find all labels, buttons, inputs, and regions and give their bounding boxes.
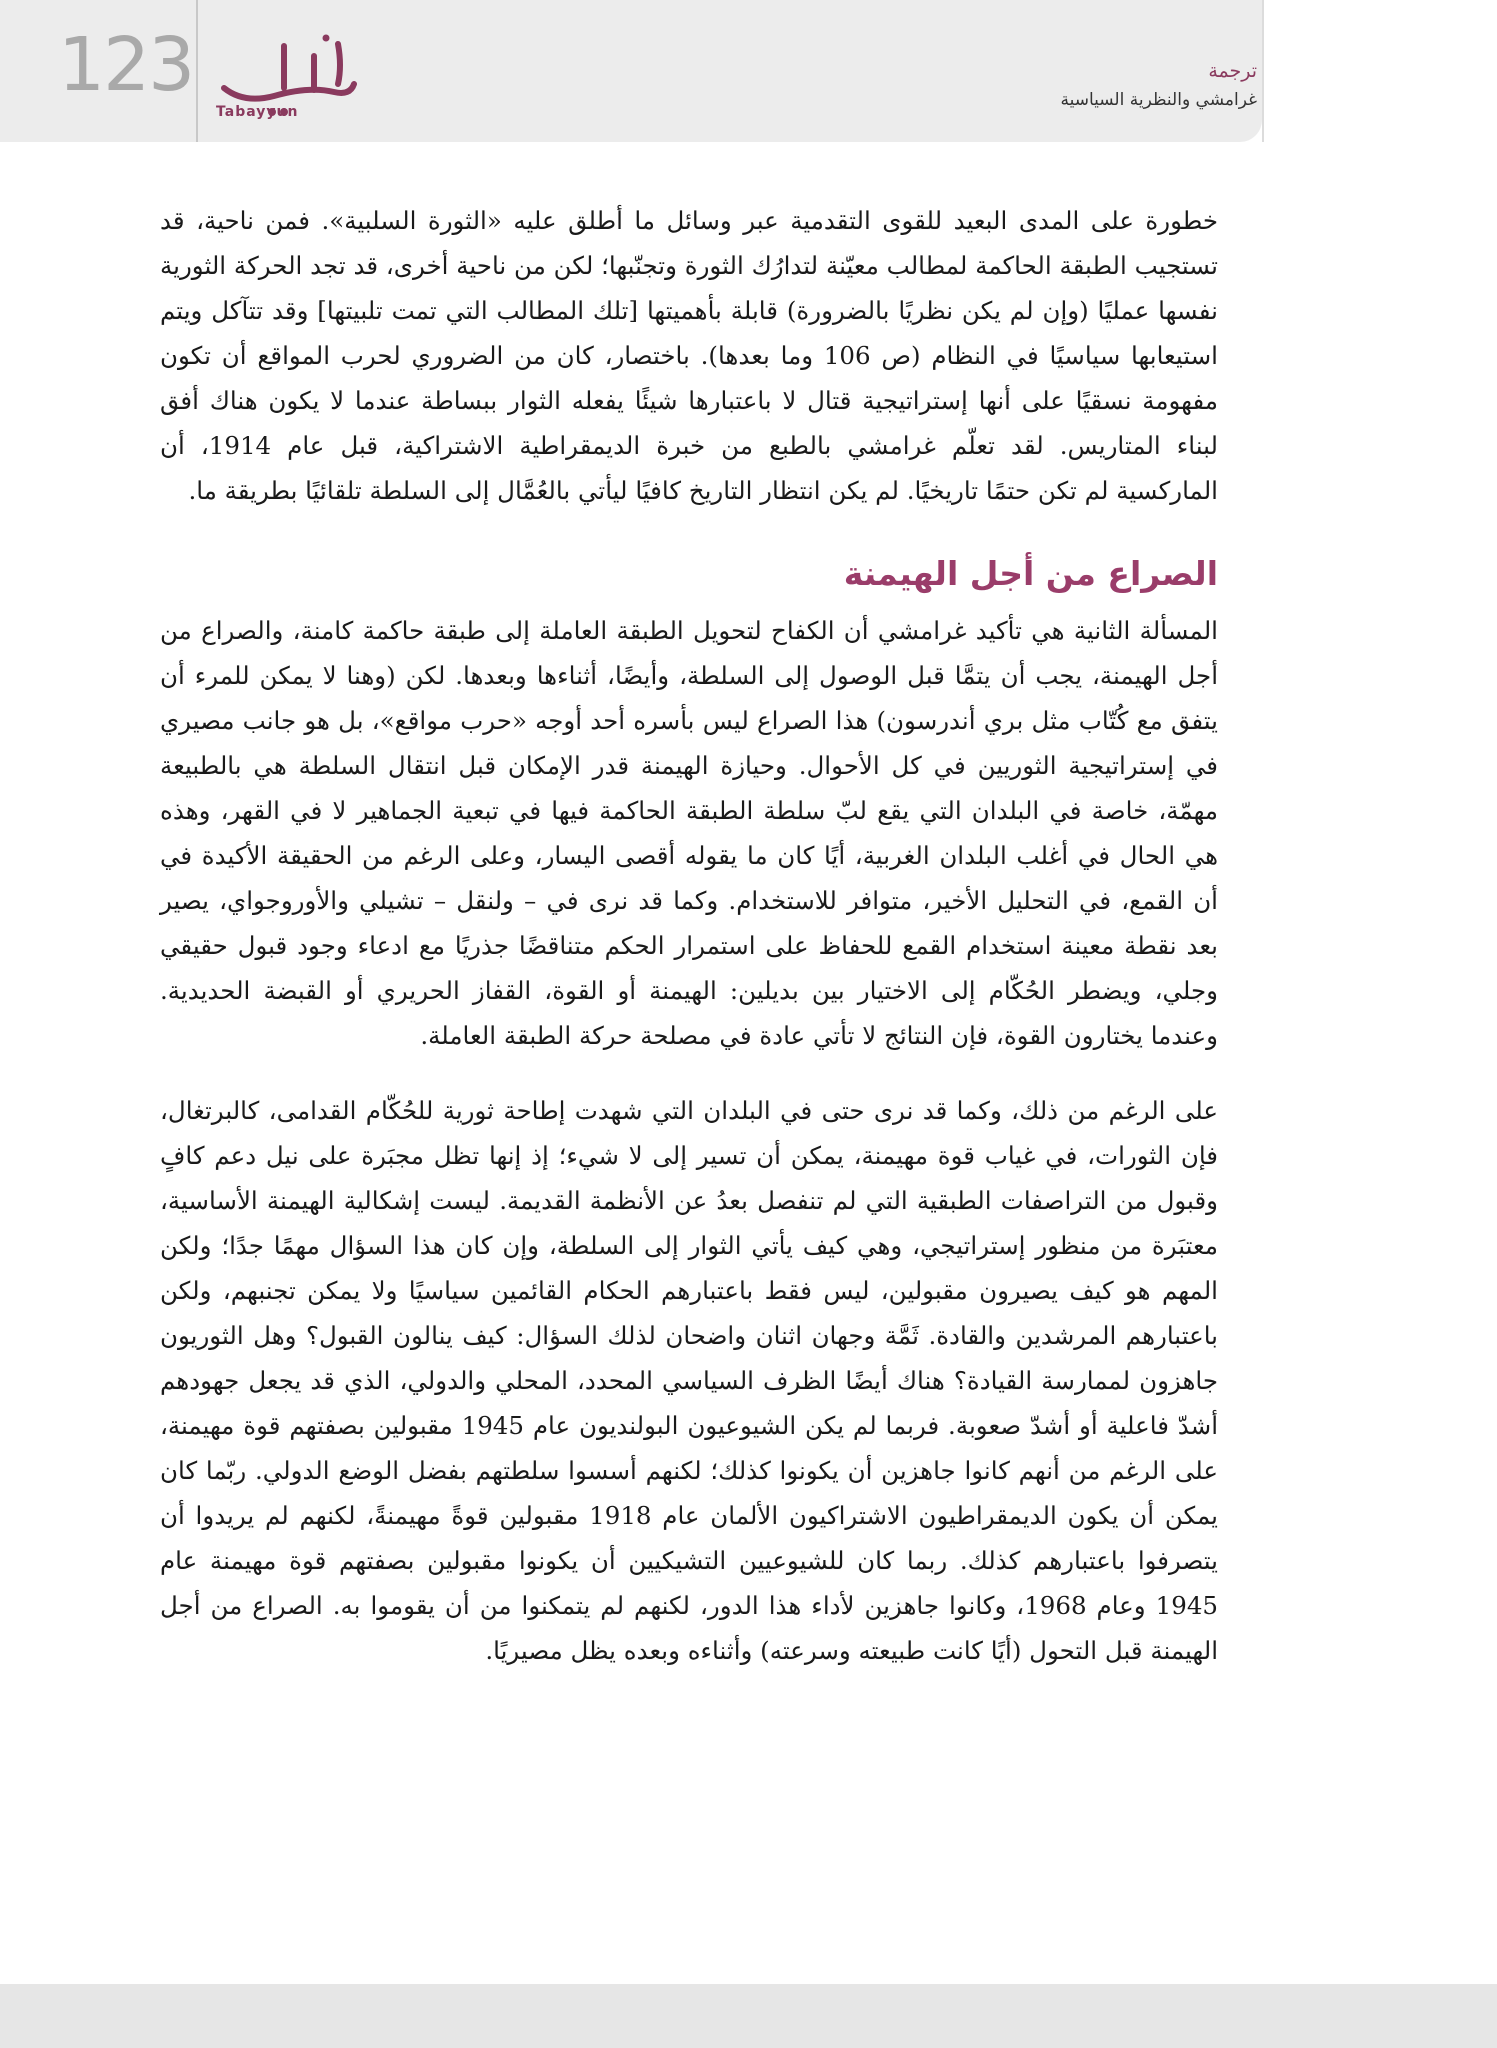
article-title: غرامشي والنظرية السياسية xyxy=(1060,90,1257,110)
section-label: ترجمة xyxy=(1208,60,1257,82)
logo-arabic-text: تبيُّن xyxy=(214,26,216,27)
paragraph-3: على الرغم من ذلك، وكما قد نرى حتى في البلدان التي شهدت إطاحة ثورية للحُكّام القدامى، كالبرتغال، فإن الثورات، في غياب قوة مهيمنة، يمكن أن تسير إلى لا شيء؛ إذ إنها تظل مجبَرة على نيل دعم كافٍ وقبول من التراصفات الطبقية التي لم تنفصل بعدُ عن الأنظمة القديمة. ليست إشكالية الهيمنة الأساسية، معتبَرة من منظور إستراتيجي، وهي كيف يأتي الثوار إلى السلطة، وإن كان هذا السؤال مهمًا جدًا؛ ولكن المهم هو كيف يصيرون مقبولين، ليس فقط باعتبارهم الحكام القائمين سياسيًا ولا يمكن تجنبهم، ولكن باعتبارهم المرشدين والقادة. ثَمَّة وجهان اثنان واضحان لذلك السؤال: كيف ينالون القبول؟ وهل الثوريون جاهزون لممارسة القيادة؟ هناك أيضًا الظرف السياسي المحدد، المحلي والدولي، الذي قد يجعل جهودهم أشدّ فاعلية أو أشدّ صعوبة. فربما لم يكن الشيوعيون البولنديون عام 1945 مقبولين بصفتهم قوة مهيمنة، على الرغم من أنهم كانوا جاهزين أن يكونوا كذلك؛ لكنهم أسسوا سلطتهم بفضل الوضع الدولي. ربّما كان يمكن أن يكون الديمقراطيون الاشتراكيون الألمان عام 1918 مقبولين قوةً مهيمنةً، لكنهم لم يريدوا أن يتصرفوا باعتبارهم كذلك. ربما كان للشيوعيين التشيكيين أن يكونوا مقبولين بصفتهم قوة مهيمنة عام 1945 وعام 1968، وكانوا جاهزين لأداء هذا الدور، لكنهم لم يتمكنوا من أن يقوموا به. الصراع من أجل الهيمنة قبل التحول (أيًا كانت طبيعته وسرعته) وأثناءه وبعده يظل مصيريًا. xyxy=(160,1095,1219,1665)
paragraph-1: خطورة على المدى البعيد للقوى التقدمية عبر وسائل ما أطلق عليه «الثورة السلبية». فمن ناحية، قد تستجيب الطبقة الحاكمة لمطالب معيّنة لتدارُك الثورة وتجنّبها؛ لكن من ناحية أخرى، قد تجد الحركة الثورية نفسها عمليًا (وإن لم يكن نظريًا بالضرورة) قابلة بأهميتها [تلك المطالب التي تمت تلبيتها] وقد تتآكل ويتم استيعابها سياسيًا في النظام (ص 106 وما بعدها). باختصار، كان من الضروري لحرب المواقع أن تكون مفهومة نسقيًا على أنها إستراتيجية قتال لا باعتبارها شيئًا يفعله الثوار ببساطة عندما لا يكون هناك أفق لبناء المتاريس. لقد تعلّم غرامشي بالطبع من خبرة الديمقراطية الاشتراكية، قبل عام 1914، أن الماركسية لم تكن حتمًا تاريخيًا. لم يكن انتظار التاريخ كافيًا ليأتي بالعُمَّال إلى السلطة تلقائيًا بطريقة ما. xyxy=(160,206,1219,505)
footer-band xyxy=(0,1984,1497,2048)
header-divider xyxy=(196,0,198,142)
page-number: 123 xyxy=(58,22,194,108)
paragraph-2: المسألة الثانية هي تأكيد غرامشي أن الكفاح لتحويل الطبقة العاملة إلى طبقة حاكمة كامنة، والصراع من أجل الهيمنة، يجب أن يتمَّا قبل الوصول إلى السلطة، وأيضًا، أثناءها وبعدها. لكن (وهنا لا يمكن للمرء أن يتفق مع كُتّاب مثل بري أندرسون) هذا الصراع ليس بأسره أحد أوجه «حرب مواقع»، بل هو جانب مصيري في إستراتيجية الثوريين في كل الأحوال. وحيازة الهيمنة قدر الإمكان قبل انتقال السلطة هي بالطبيعة مهمّة، خاصة في البلدان التي يقع لبّ سلطة الطبقة الحاكمة فيها في تبعية الجماهير لا في القهر، وهذه هي الحال في أغلب البلدان الغربية، أيًا كان ما يقوله أقصى اليسار، وعلى الرغم من الحقيقة الأكيدة في أن القمع، في التحليل الأخير، متوافر للاستخدام. وكما قد نرى في – ولنقل – تشيلي والأوروجواي، يصير بعد نقطة معينة استخدام القمع للحفاظ على استمرار الحكم متناقضًا جذريًا مع ادعاء وجود قبول حقيقي وجلي، ويضطر الحُكّام إلى الاختيار بين بديلين: الهيمنة أو القوة، القفاز الحريري أو القبضة الحديدية. وعندما يختارون القوة، فإن النتائج لا تأتي عادة في مصلحة حركة الطبقة العاملة. xyxy=(160,615,1218,1050)
section-heading: الصراع من أجل الهيمنة xyxy=(843,554,1218,593)
logo-latin-text: Tabayyun xyxy=(216,104,299,120)
article-body xyxy=(160,198,1218,1673)
